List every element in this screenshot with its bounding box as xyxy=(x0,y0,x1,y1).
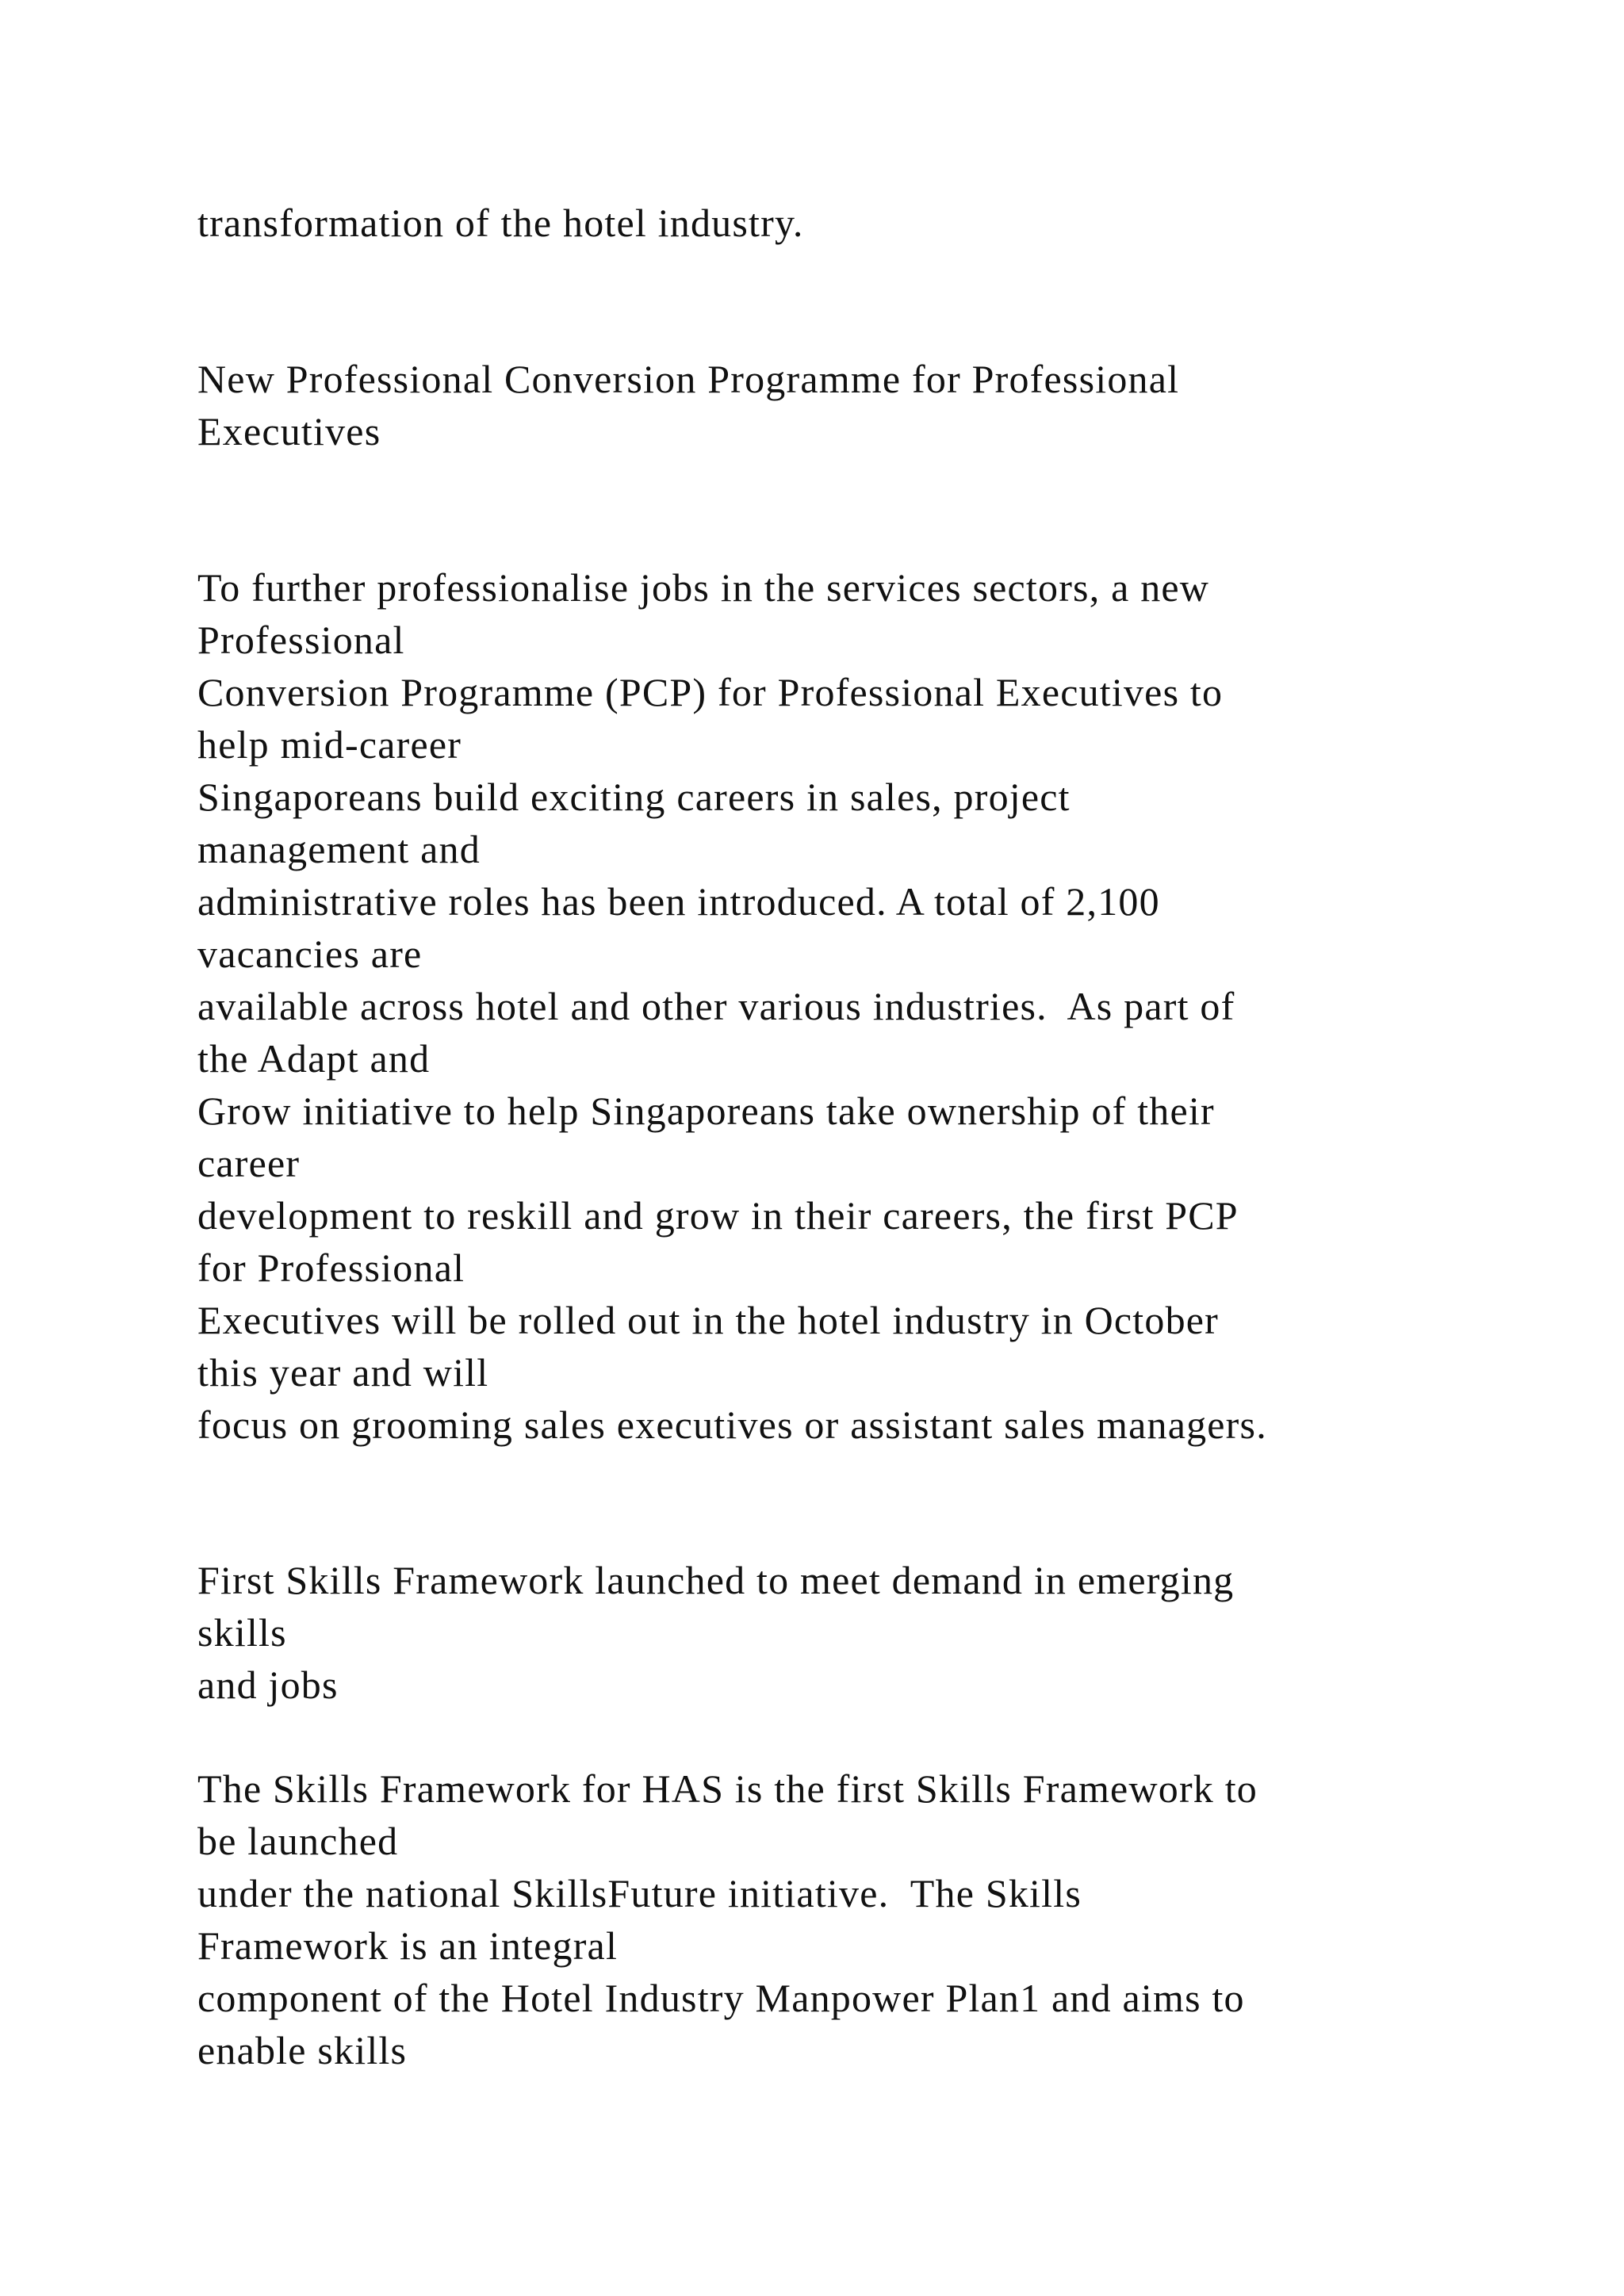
text-line: this year and will xyxy=(197,1350,489,1395)
text-line: Conversion Programme (PCP) for Professional Executives to xyxy=(197,670,1224,714)
section-heading-line: skills xyxy=(197,1610,287,1655)
text-line: the Adapt and xyxy=(197,1036,431,1081)
text-line: focus on grooming sales executives or assistant sales managers. xyxy=(197,1402,1267,1447)
text-line: administrative roles has been introduced. A total of 2,100 xyxy=(197,879,1160,924)
text-line: vacancies are xyxy=(197,932,423,976)
section-heading-line: and jobs xyxy=(197,1663,339,1707)
section-heading-line: New Professional Conversion Programme for Professional xyxy=(197,357,1180,401)
text-line: Executives will be rolled out in the hotel industry in October xyxy=(197,1298,1220,1342)
text-line: Grow initiative to help Singaporeans take ownership of their xyxy=(197,1089,1215,1133)
text-line: development to reskill and grow in their careers, the first PCP xyxy=(197,1193,1239,1238)
text-line: under the national SkillsFuture initiative. The Skills xyxy=(197,1871,1082,1915)
text-line: for Professional xyxy=(197,1246,465,1290)
text-line: be launched xyxy=(197,1819,399,1863)
section-heading-line: First Skills Framework launched to meet demand in emerging xyxy=(197,1558,1235,1602)
section-heading-line: Executives xyxy=(197,409,381,453)
text-line: help mid-career xyxy=(197,722,462,767)
text-line: component of the Hotel Industry Manpower Plan1 and aims to xyxy=(197,1976,1245,2020)
text-line: transformation of the hotel industry. xyxy=(197,201,804,245)
text-line: To further professionalise jobs in the services sectors, a new xyxy=(197,565,1210,610)
text-line: Professional xyxy=(197,618,405,662)
text-line: available across hotel and other various industries. As part of xyxy=(197,984,1235,1028)
text-line: management and xyxy=(197,827,481,871)
text-line: The Skills Framework for HAS is the first Skills Framework to xyxy=(197,1766,1258,1811)
text-line: Singaporeans build exciting careers in sales, project xyxy=(197,775,1071,819)
text-line: enable skills xyxy=(197,2028,408,2072)
text-line: career xyxy=(197,1141,301,1185)
text-line: Framework is an integral xyxy=(197,1923,619,1968)
